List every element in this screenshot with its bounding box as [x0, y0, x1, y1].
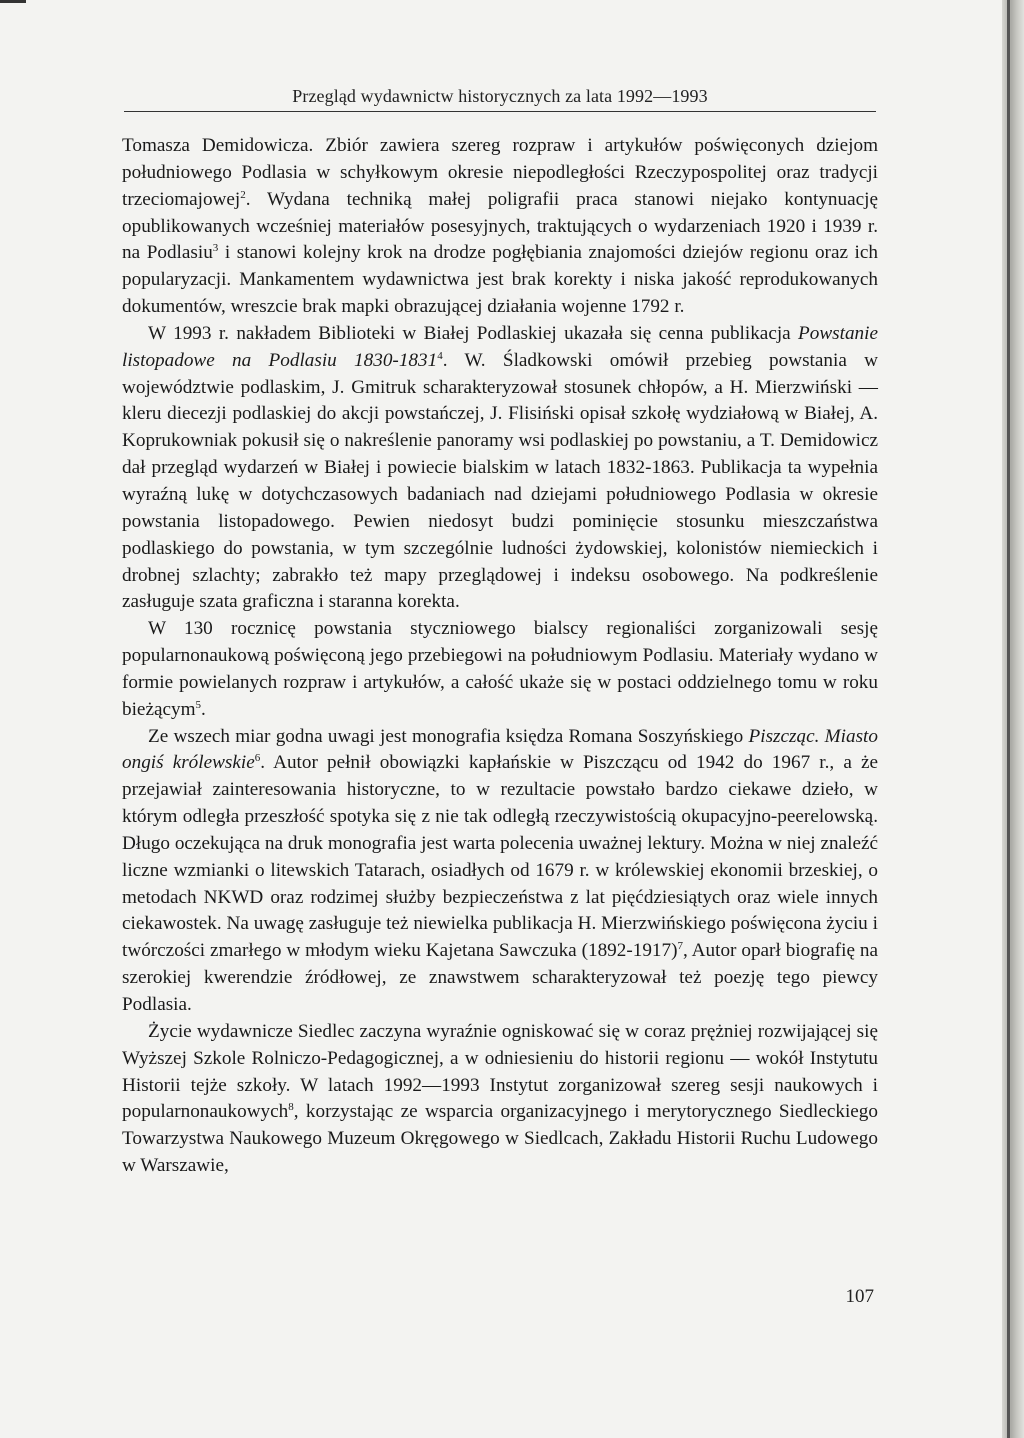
footnote-ref: 5 [195, 698, 202, 711]
page-edge-shadow [1007, 0, 1010, 1438]
text-run: i stanowi kolejny krok na drodze pogłębiania znajomości dziejów regionu oraz ich popularyzacji. Mankamentem wydawnictwa jest brak korekty i niska jakość reprodukowanych dokumentów, wreszcie brak mapki obrazującej działania wojenne 1792 r. [122, 242, 878, 318]
text-run: , Autor oparł biografię na szerokiej kwerendzie źródłowej, ze znawstwem scharakteryzował też poezję tego piewcy Podlasia. [122, 940, 878, 1015]
footnote-ref: 7 [677, 940, 684, 953]
text-run: Ze wszech miar godna uwagi jest monografia księdza Romana Soszyńskiego [148, 725, 749, 747]
text-run: Życie wydawnicze Siedlec zaczyna wyraźnie ogniskować się w coraz prężniej rozwijającej się Wyższej Szkole Rolniczo-Pedagogicznej, a w odniesieniu do historii regionu — wokół Instytutu Historii tejże szkoły. W latach 1992—1993 Instytut zorganizował szereg sesji naukowych i popularnonaukowych [122, 1020, 878, 1123]
paragraph [122, 616, 878, 723]
page-number: 107 [845, 1286, 874, 1307]
paragraph [122, 1019, 878, 1180]
text-run: . W. Śladkowski omówił przebieg powstania w województwie podlaskim, J. Gmitruk scharakteryzował stosunek chłopów, a H. Mierzwiński — kleru diecezji podlaskiej do akcji powstańczej, J. Flisiński opisał szkołę wydziałową w Białej, A. Koprukowniak pokusił się o nakreślenie panoramy wsi podlaskiej po powstaniu, a T. Demidowicz dał przegląd wydarzeń w Białej i powiecie bialskim w latach 1832-1863. Publikacja ta wypełnia wyraźną lukę w dotychczasowych badaniach nad dziejami południowego Podlasia w okresie powstania listopadowego. Pewien niedosyt budzi pominięcie stosunku mieszczaństwa podlaskiego do powstania, w tym szczególnie ludności żydowskiej, kolonistów niemieckich i drobnej szlachty; zabrakło też mapy przeglądowej i indeksu osobowego. Na podkreślenie zasługuje szata graficzna i staranna korekta. [122, 349, 878, 613]
footnote-ref: 6 [254, 752, 261, 765]
body-text [122, 133, 878, 1180]
paragraph [122, 724, 878, 1019]
text-run: , korzystając ze wsparcia organizacyjnego i merytorycznego Siedleckiego Towarzystwa Naukowego Muzeum Okręgowego w Siedlcach, Zakładu Historii Ruchu Ludowego w Warszawie, [122, 1101, 878, 1177]
book-title: Piszcząc. Miasto ongiś królewskie [122, 725, 878, 774]
crop-mark [0, 0, 26, 13]
paragraph [122, 133, 878, 321]
footnote-ref: 3 [212, 242, 219, 255]
text-run: W 130 rocznicę powstania styczniowego bialscy regionaliści zorganizowali sesję popularnonaukową poświęconą jego przebiegowi na południowym Podlasiu. Materiały wydano w formie powielanych rozpraw i artykułów, a całość ukaże się w postaci oddzielnego tomu w roku bieżącym [122, 618, 878, 720]
footnote-ref: 2 [240, 188, 246, 201]
text-run: Tomasza Demidowicza. Zbiór zawiera szereg rozpraw i artykułów poświęconych dziejom południowego Podlasia w schyłkowym okresie niepodległości Rzeczypospolitej oraz tradycji trzeciomajowej [122, 135, 878, 210]
text-run: W 1993 r. nakładem Biblioteki w Białej Podlaskiej ukazała się cenna publikacja [148, 322, 799, 344]
text-run: . Wydana techniką małej poligrafii praca stanowi niejako kontynuację opublikowanych wcześniej materiałów posesyjnych, traktujących o wydarzeniach 1920 i 1939 r. na Podlasiu [122, 188, 878, 264]
header-rule [124, 111, 876, 112]
running-header: Przegląd wydawnictw historycznych za lata 1992—1993 [292, 86, 708, 106]
paragraph [122, 321, 878, 616]
text-run: . Autor pełnił obowiązki kapłańskie w Piszczącu od 1942 do 1967 r., a że przejawiał zainteresowania historyczne, to w rezultacie powstało bardzo ciekawe dzieło, w którym odległa przeszłość spotyka się z nie tak odległą rzeczywistością okupacyjno-peerelowską. Długo oczekująca na druk monografia jest warta polecenia uważnej lektury. Można w niej znaleźć liczne wzmianki o litewskich Tatarach, osiadłych od 1679 r. w królewskiej ekonomii brzeskiej, o metodach NKWD oraz rodzimej służby bezpieczeństwa z lat pięćdziesiątych oraz wiele innych ciekawostek. Na uwagę zasługuje też niewielka publikacja H. Mierzwińskiego poświęcona życiu i twórczości zmarłego w młodym wieku Kajetana Sawczuka (1892-1917) [122, 752, 878, 962]
footnote-ref: 4 [437, 349, 443, 362]
book-title: Powstanie listopadowe na Podlasiu 1830-1831 [122, 322, 878, 371]
page-binding-edge [1002, 0, 1024, 1438]
text-run: . [201, 698, 206, 720]
footnote-ref: 8 [288, 1101, 294, 1114]
